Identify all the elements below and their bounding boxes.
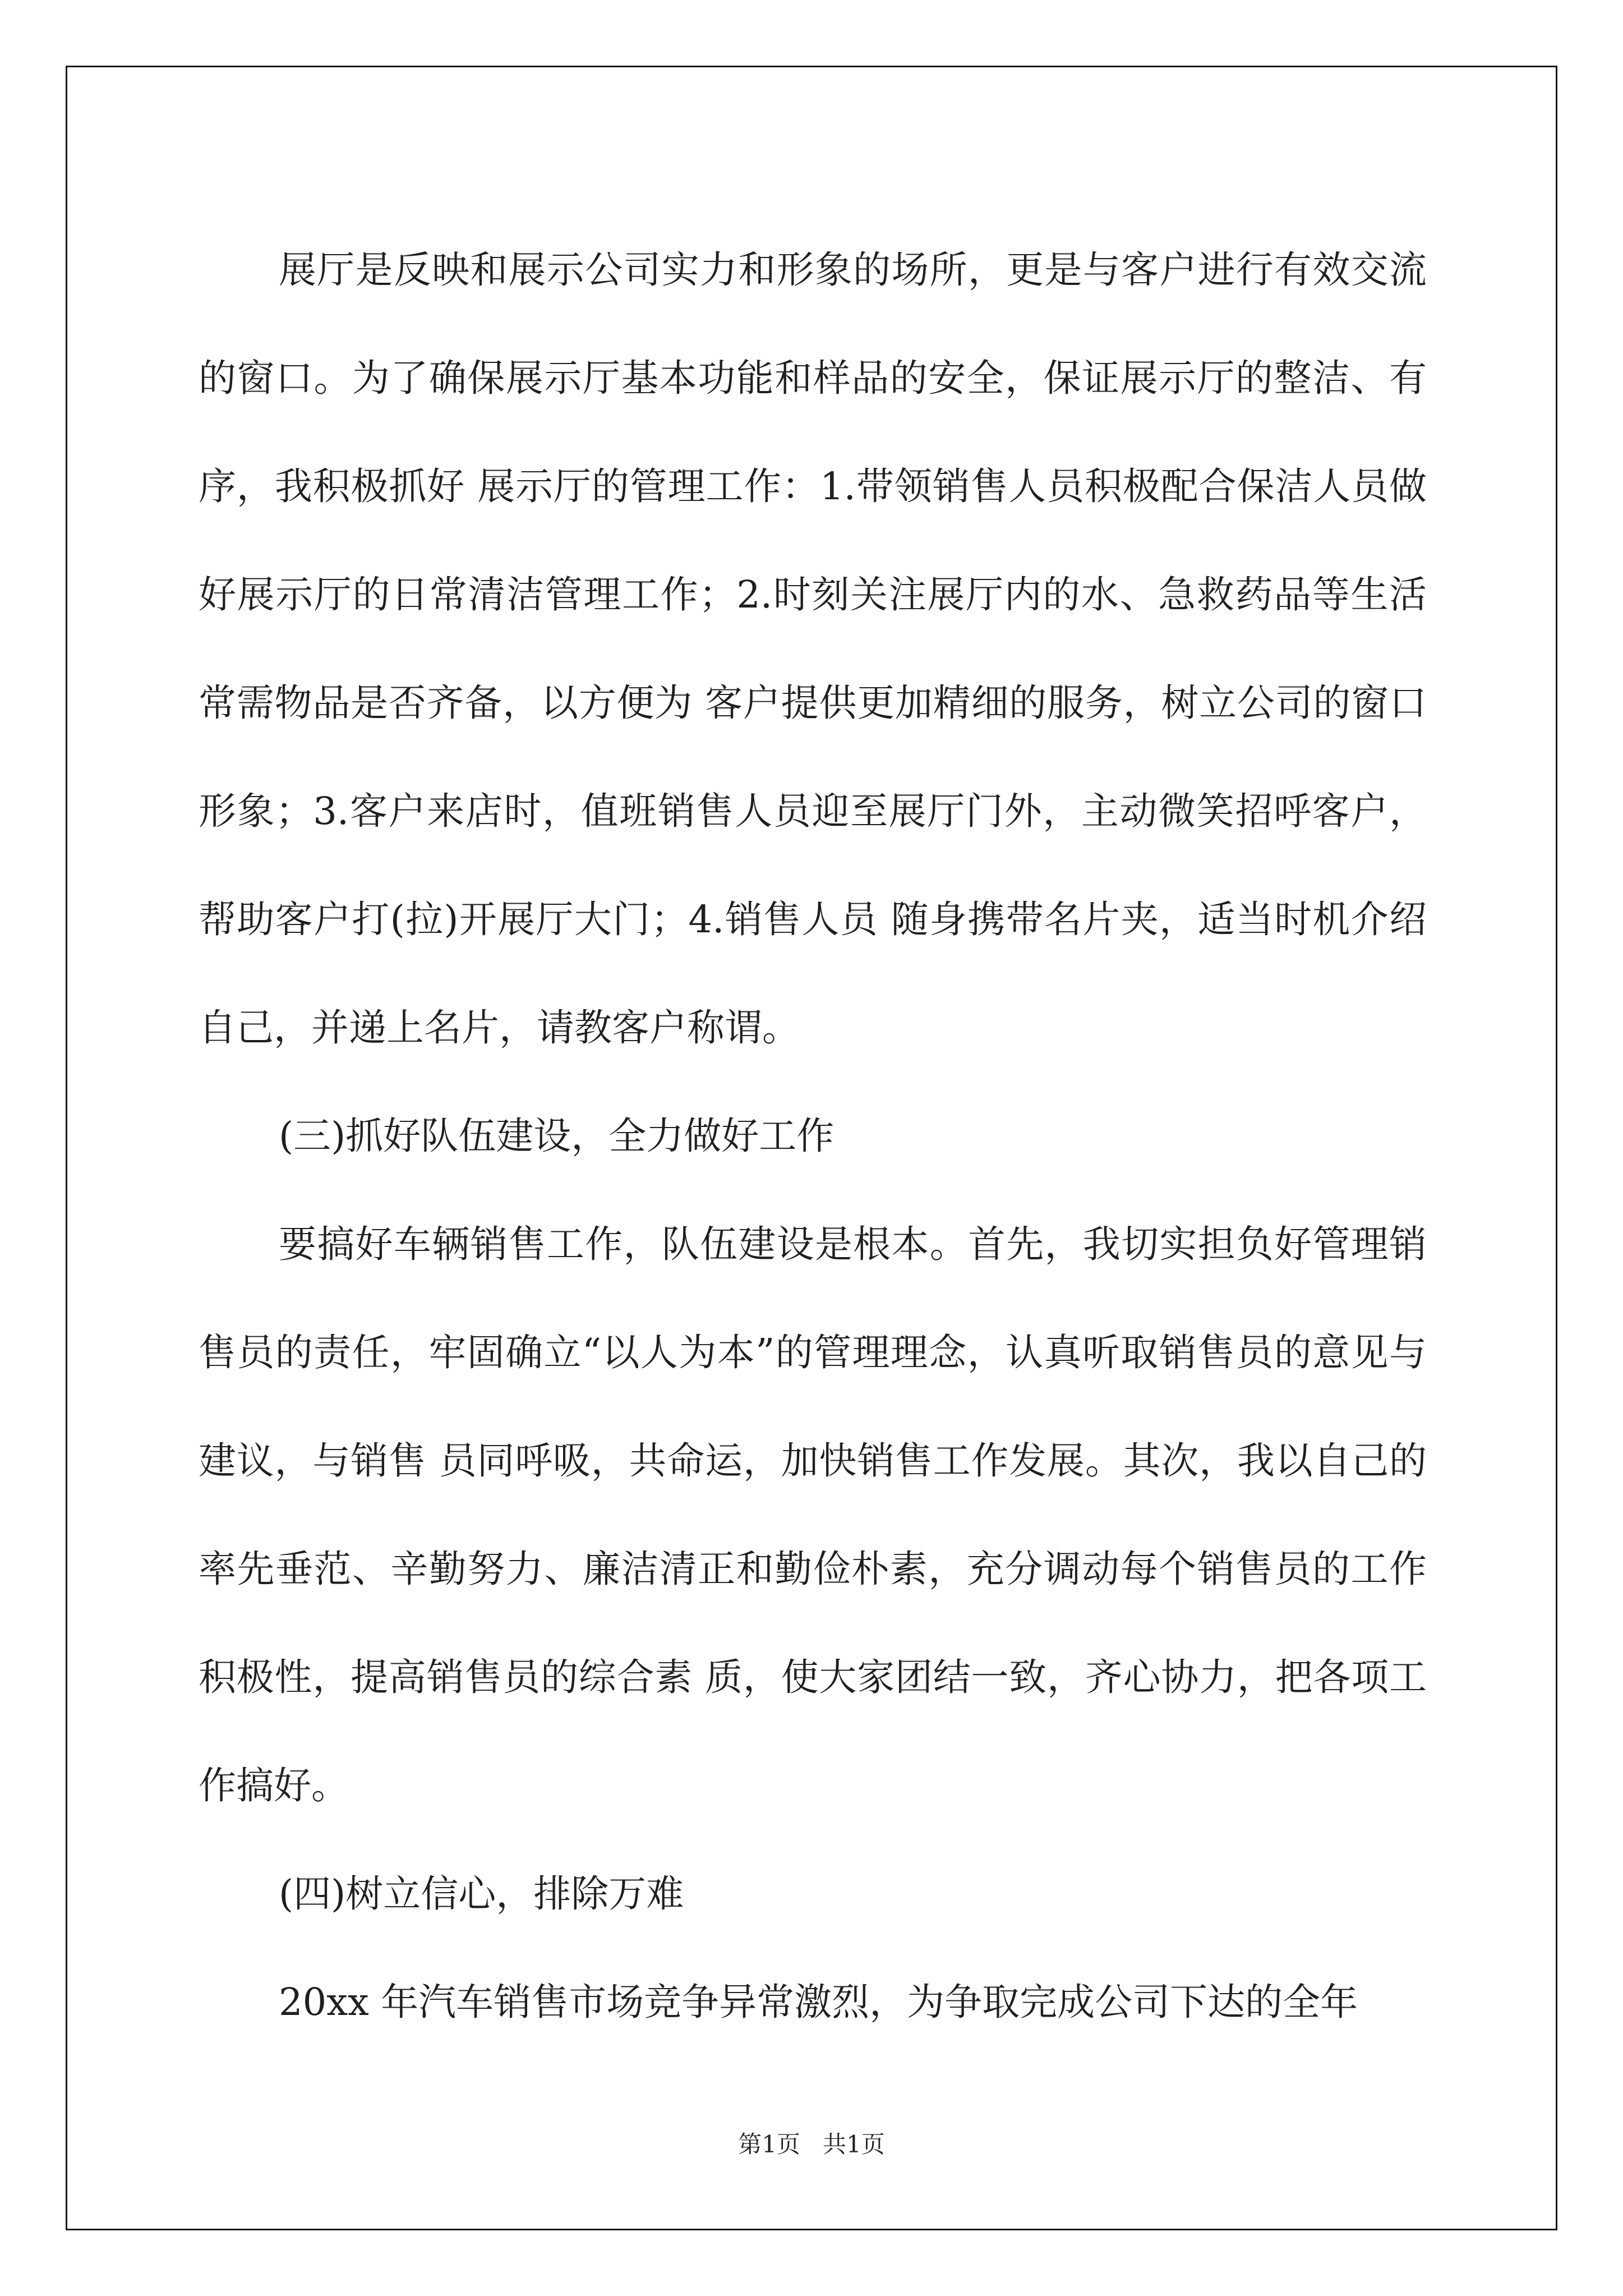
heading-build-confidence: (四)树立信心，排除万难 — [279, 1872, 684, 1916]
document-body — [199, 216, 1427, 2056]
paragraph-team-building: 要搞好车辆销售工作，队伍建设是根本。首先，我切实担负好管理销售员的责任，牢固确立“以人为本”的管理理念，认真听取销售员的意见与建议，与销售 员同呼吸，共命运，加快销售工作发展。其次，我以自己的率先垂范、辛勤努力、廉洁清正和勤俭朴素，充分调动每个销售员的工作积极性，提高销售员的综合素 质，使大家团结一致，齐心协力，把各项工作搞好。 — [199, 1222, 1427, 1807]
paragraph-showroom-management: 展厅是反映和展示公司实力和形象的场所，更是与客户进行有效交流的窗口。为了确保展示厅基本功能和样品的安全，保证展示厅的整洁、有序，我积极抓好 展示厅的管理工作：1.带领销售人员积极配合保洁人员做好展示厅的日常清洁管理工作；2.时刻关注展厅内的水、急救药品等生活常需物品是否齐备，以方便为 客户提供更加精细的服务，树立公司的窗口形象；3.客户来店时，值班销售人员迎至展厅门外，主动微笑招呼客户，帮助客户打(拉)开展厅大门；4.销售人员 随身携带名片夹，适当时机介绍自己，并递上名片，请教客户称谓。 — [199, 248, 1427, 1050]
heading-team-building: (三)抓好队伍建设，全力做好工作 — [279, 1114, 834, 1158]
paragraph-market-competition: 20xx 年汽车销售市场竞争异常激烈，为争取完成公司下达的全年 — [279, 1980, 1358, 2024]
page-number: 第1页 共1页 — [738, 2131, 885, 2158]
